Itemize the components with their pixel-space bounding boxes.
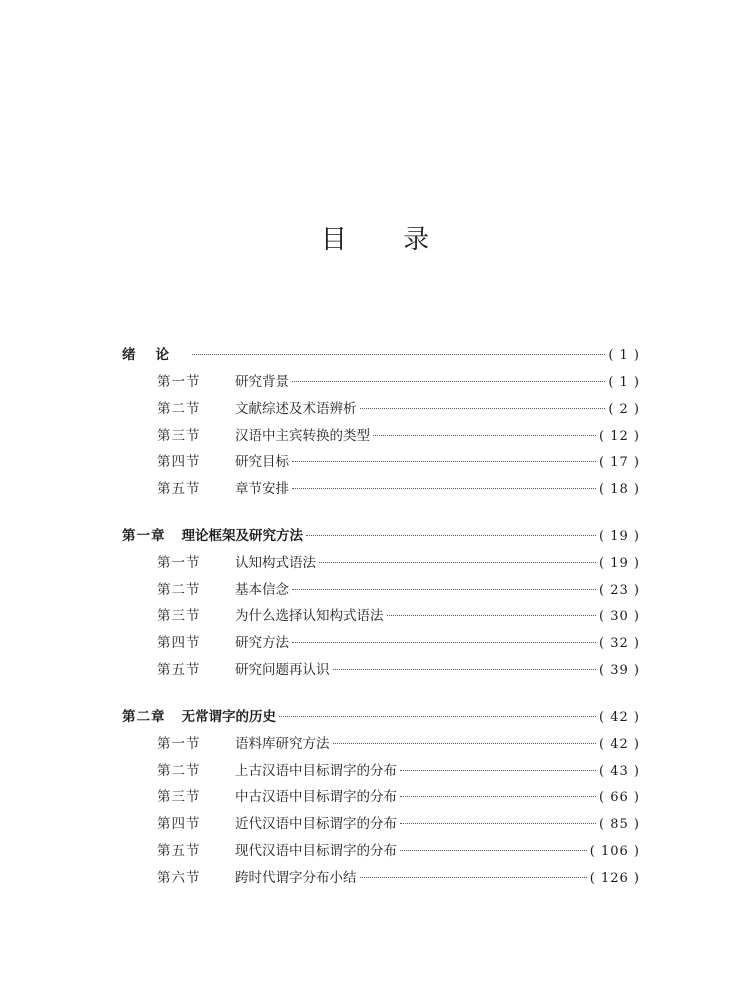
chapter-label: 第一章: [122, 528, 166, 544]
chapter-title: 无常谓字的历史: [181, 709, 276, 725]
page-number: ( 19 ): [599, 556, 640, 571]
dot-leader: [319, 562, 596, 563]
dot-leader: [279, 716, 596, 717]
section-title: 中古汉语中目标谓字的分布: [235, 789, 397, 805]
toc-section[interactable]: [157, 633, 640, 653]
section-title: 为什么选择认知构式语法: [235, 608, 384, 624]
page-number: ( 17 ): [599, 455, 640, 470]
page-number: ( 126 ): [589, 871, 640, 886]
toc-section[interactable]: [157, 814, 640, 834]
section-label: 第一节: [157, 555, 201, 571]
toc-section[interactable]: [157, 452, 640, 472]
page-number: ( 19 ): [599, 529, 640, 544]
dot-leader: [360, 408, 606, 409]
section-label: 第四节: [157, 454, 201, 470]
section-label: 第五节: [157, 662, 201, 678]
section-title: 汉语中主宾转换的类型: [235, 428, 370, 444]
toc-section[interactable]: [157, 761, 640, 781]
section-title: 近代汉语中目标谓字的分布: [235, 816, 397, 832]
chapter-title: 理论框架及研究方法: [181, 528, 303, 544]
section-label: 第一节: [157, 736, 201, 752]
section-title: 认知构式语法: [235, 555, 316, 571]
dot-leader: [292, 642, 596, 643]
dot-leader: [292, 381, 605, 382]
page-number: ( 66 ): [599, 790, 640, 805]
section-title: 研究目标: [235, 454, 289, 470]
section-title: 上古汉语中目标谓字的分布: [235, 763, 397, 779]
dot-leader: [400, 796, 596, 797]
dot-leader: [292, 461, 596, 462]
dot-leader: [192, 354, 605, 355]
toc-chapter-1[interactable]: [122, 526, 640, 546]
section-label: 第五节: [157, 481, 201, 497]
section-title: 跨时代谓字分布小结: [235, 870, 357, 886]
section-title: 章节安排: [235, 481, 289, 497]
section-title: 语料库研究方法: [235, 736, 330, 752]
toc-chapter-2[interactable]: [122, 707, 640, 727]
dot-leader: [373, 435, 596, 436]
section-label: 第四节: [157, 816, 201, 832]
section-title: 文献综述及术语辨析: [235, 401, 357, 417]
dot-leader: [333, 669, 597, 670]
chapter-label: 绪论: [122, 347, 189, 363]
page-number: ( 1 ): [608, 348, 640, 363]
toc-section[interactable]: [157, 372, 640, 392]
toc-section[interactable]: [157, 841, 640, 861]
dot-leader: [333, 743, 597, 744]
toc-section[interactable]: [157, 660, 640, 680]
section-label: 第三节: [157, 608, 201, 624]
page-number: ( 18 ): [599, 482, 640, 497]
page-number: ( 12 ): [599, 429, 640, 444]
page-number: ( 2 ): [608, 402, 640, 417]
page-number: ( 32 ): [599, 636, 640, 651]
dot-leader: [387, 615, 597, 616]
section-label: 第二节: [157, 582, 201, 598]
toc-section[interactable]: [157, 868, 640, 888]
toc-section[interactable]: [157, 553, 640, 573]
section-title: 基本信念: [235, 582, 289, 598]
page-number: ( 106 ): [589, 844, 640, 859]
section-label: 第二节: [157, 401, 201, 417]
section-label: 第三节: [157, 789, 201, 805]
section-label: 第四节: [157, 635, 201, 651]
chapter-label: 第二章: [122, 709, 166, 725]
dot-leader: [400, 850, 587, 851]
toc-section[interactable]: [157, 399, 640, 419]
section-label: 第五节: [157, 843, 201, 859]
section-label: 第六节: [157, 870, 201, 886]
page-number: ( 1 ): [608, 375, 640, 390]
page-number: ( 39 ): [599, 663, 640, 678]
dot-leader: [360, 877, 587, 878]
toc-section[interactable]: [157, 606, 640, 626]
toc-section[interactable]: [157, 787, 640, 807]
section-label: 第一节: [157, 374, 201, 390]
dot-leader: [400, 823, 596, 824]
section-title: 研究背景: [235, 374, 289, 390]
section-label: 第三节: [157, 428, 201, 444]
dot-leader: [306, 535, 596, 536]
section-title: 现代汉语中目标谓字的分布: [235, 843, 397, 859]
toc-chapter-prelude[interactable]: [122, 345, 640, 365]
page-number: ( 42 ): [599, 737, 640, 752]
toc-section[interactable]: [157, 426, 640, 446]
page-number: ( 42 ): [599, 710, 640, 725]
page-title: 目 录: [320, 225, 454, 255]
dot-leader: [292, 488, 596, 489]
page-number: ( 30 ): [599, 609, 640, 624]
toc-section[interactable]: [157, 734, 640, 754]
section-title: 研究问题再认识: [235, 662, 330, 678]
dot-leader: [400, 770, 596, 771]
dot-leader: [292, 589, 596, 590]
section-title: 研究方法: [235, 635, 289, 651]
toc-section[interactable]: [157, 479, 640, 499]
page-number: ( 43 ): [599, 764, 640, 779]
toc-section[interactable]: [157, 580, 640, 600]
page-number: ( 23 ): [599, 583, 640, 598]
page-number: ( 85 ): [599, 817, 640, 832]
section-label: 第二节: [157, 763, 201, 779]
